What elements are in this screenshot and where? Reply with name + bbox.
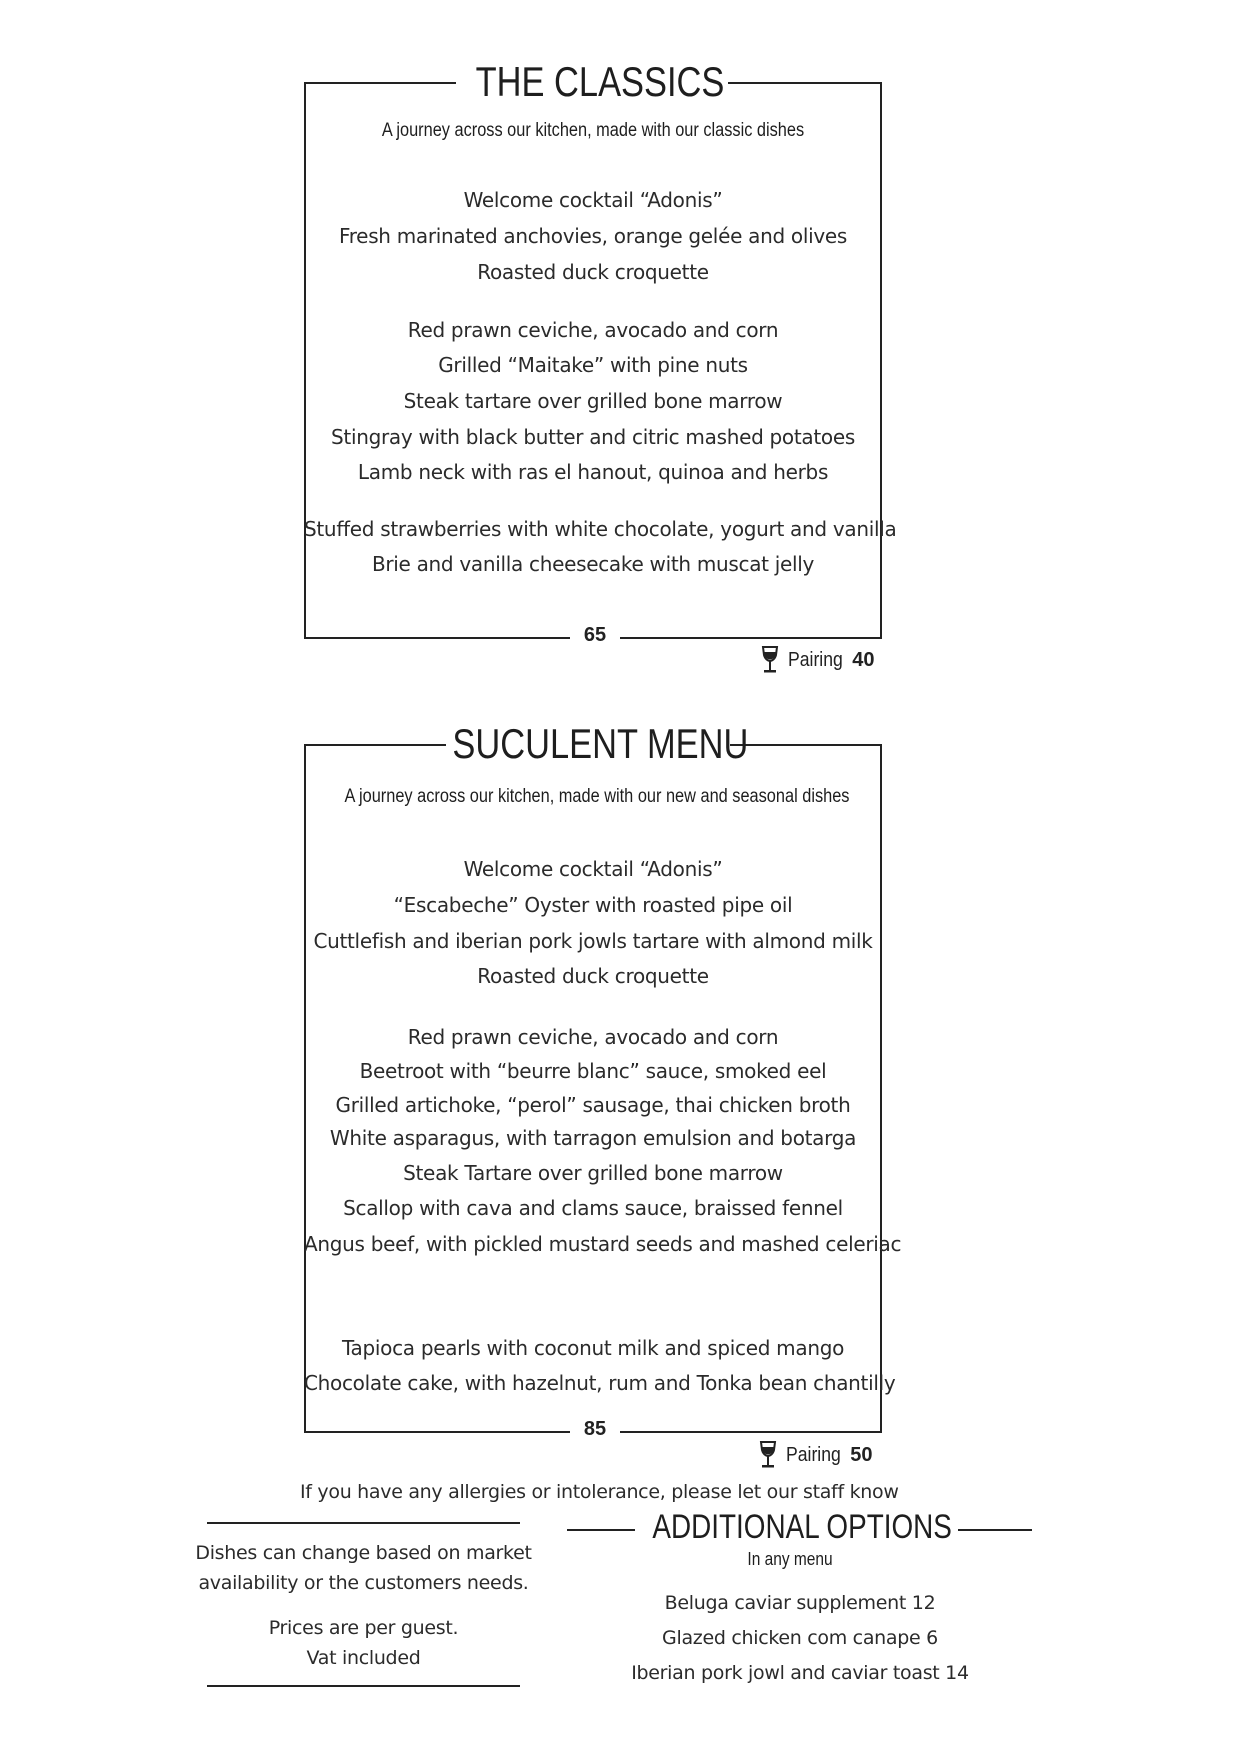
additional-title: ADDITIONAL OPTIONS — [652, 1508, 952, 1546]
classics-dish: Roasted duck croquette — [477, 260, 709, 284]
wine-glass-icon — [758, 1441, 778, 1469]
classics-dish: Red prawn ceviche, avocado and corn — [407, 318, 779, 342]
suculent-dish: Red prawn ceviche, avocado and corn — [407, 1025, 779, 1049]
classics-pairing-price: 40 — [852, 648, 875, 671]
suculent-dish: White asparagus, with tarragon emulsion and botarga — [329, 1126, 857, 1150]
classics-pairing-label: Pairing — [788, 648, 843, 671]
suculent-dish: Chocolate cake, with hazelnut, rum and Tonka bean chantilly — [304, 1371, 896, 1395]
suculent-dish: Steak Tartare over grilled bone marrow — [403, 1161, 783, 1185]
suculent-dish: Scallop with cava and clams sauce, braissed fennel — [343, 1196, 843, 1220]
suculent-price: 85 — [583, 1418, 607, 1440]
suculent-content — [304, 0, 902, 1440]
suculent-title: SUCULENT MENU — [452, 720, 749, 767]
notes-line: Prices are per guest. — [268, 1617, 459, 1639]
notes-bottom-rule — [207, 1685, 520, 1687]
additional-subtitle: In any menu — [747, 1549, 833, 1569]
suculent-dish: Beetroot with “beurre blanc” sauce, smoked eel — [359, 1059, 827, 1083]
classics-price: 65 — [583, 624, 607, 646]
classics-subtitle: A journey across our kitchen, made with our classic dishes — [381, 120, 805, 141]
notes-line: availability or the customers needs. — [198, 1572, 529, 1594]
allergy-note: If you have any allergies or intolerance, please let our staff know — [300, 1481, 899, 1503]
classics-dish: Welcome cocktail “Adonis” — [463, 188, 723, 212]
classics-dish: Lamb neck with ras el hanout, quinoa and herbs — [357, 460, 829, 484]
suculent-dish: Welcome cocktail “Adonis” — [463, 857, 723, 881]
suculent-dish: Tapioca pearls with coconut milk and spiced mango — [341, 1336, 845, 1360]
classics-title: THE CLASSICS — [475, 58, 725, 105]
suculent-dish: “Escabeche” Oyster with roasted pipe oil — [393, 893, 793, 917]
suculent-dish: Angus beef, with pickled mustard seeds and mashed celeriac — [304, 1232, 902, 1256]
suculent-dish: Grilled artichoke, “perol” sausage, thai chicken broth — [335, 1093, 851, 1117]
suculent-dish: Cuttlefish and iberian pork jowls tartare with almond milk — [313, 929, 873, 953]
classics-dish: Steak tartare over grilled bone marrow — [403, 389, 783, 413]
classics-dish: Grilled “Maitake” with pine nuts — [438, 353, 748, 377]
suculent-pairing-label: Pairing — [786, 1443, 841, 1466]
classics-dish: Fresh marinated anchovies, orange gelée and olives — [338, 224, 848, 248]
additional-rule-right — [958, 1529, 1032, 1531]
additional-item: Beluga caviar supplement 12 — [664, 1592, 936, 1614]
additional-rule-left — [567, 1529, 635, 1531]
suculent-dish: Roasted duck croquette — [477, 964, 709, 988]
suculent-pairing — [758, 1441, 873, 1469]
suculent-subtitle: A journey across our kitchen, made with our new and seasonal dishes — [344, 786, 850, 807]
classics-dish: Brie and vanilla cheesecake with muscat jelly — [371, 552, 815, 576]
notes-top-rule — [207, 1522, 520, 1524]
additional-item: Iberian pork jowl and caviar toast 14 — [631, 1662, 969, 1684]
classics-dish: Stingray with black butter and citric mashed potatoes — [331, 425, 855, 449]
suculent-pairing-price: 50 — [850, 1443, 873, 1466]
additional-item: Glazed chicken com canape 6 — [662, 1627, 938, 1649]
notes-line: Vat included — [306, 1647, 421, 1669]
classics-dish: Stuffed strawberries with white chocolate, yogurt and vanilla — [304, 517, 897, 541]
notes-line: Dishes can change based on market — [195, 1542, 532, 1564]
